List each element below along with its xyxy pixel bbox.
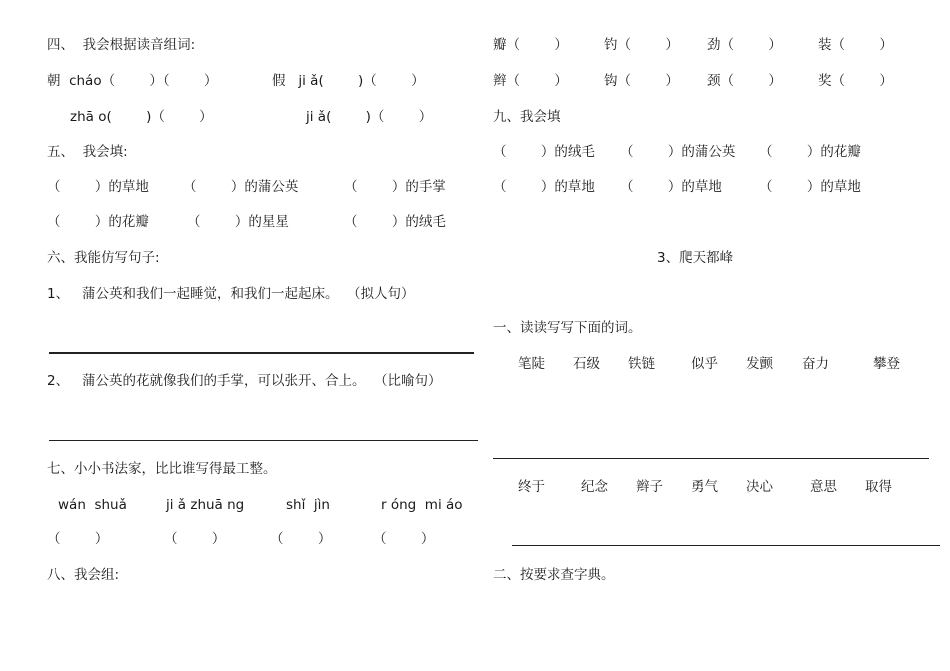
word-group-item[interactable]: 朝 cháo（ ）（ ）: [47, 73, 218, 89]
word-group-item[interactable]: zhā o( )（ ）: [70, 109, 213, 125]
pinyin-word: shǐ jìn: [286, 497, 330, 513]
fill-phrase-item[interactable]: （ ）的草地: [759, 179, 861, 195]
answer-blank[interactable]: （ ）: [47, 531, 109, 547]
answer-blank[interactable]: （ ）: [164, 531, 226, 547]
lesson-title: 3、爬天都峰: [657, 250, 734, 266]
answer-blank[interactable]: （ ）: [270, 531, 332, 547]
word-group-item[interactable]: 颈（ ）: [707, 73, 782, 89]
fill-phrase-item[interactable]: （ ）的手掌: [344, 179, 446, 195]
vocab-word: 纪念: [581, 479, 608, 495]
fill-phrase-item[interactable]: （ ）的草地: [493, 179, 595, 195]
answer-line-2[interactable]: [49, 440, 478, 441]
vocab-word: 笔陡: [518, 356, 545, 372]
word-group-item[interactable]: 装（ ）: [818, 37, 893, 53]
vocab-word: 似乎: [691, 356, 718, 372]
fill-phrase-item[interactable]: （ ）的花瓣: [759, 144, 861, 160]
vocab-word: 发颤: [746, 356, 773, 372]
word-group-item[interactable]: 辫（ ）: [493, 73, 568, 89]
word-group-item[interactable]: 钓（ ）: [604, 37, 679, 53]
vocab-word: 攀登: [873, 356, 900, 372]
section-5-title: 五、 我会填:: [47, 144, 128, 160]
word-group-item[interactable]: ji ǎ( )（ ）: [306, 109, 433, 125]
fill-phrase-item[interactable]: （ ）的蒲公英: [183, 179, 299, 195]
fill-phrase-item[interactable]: （ ）的蒲公英: [620, 144, 736, 160]
vocab-word: 辫子: [636, 479, 663, 495]
fill-phrase-item[interactable]: （ ）的草地: [47, 179, 149, 195]
section-7-title: 七、小小书法家，比比谁写得最工整。: [47, 461, 277, 477]
pinyin-word: ji ǎ zhuā ng: [166, 497, 245, 513]
section-9-title: 九、我会填: [493, 109, 561, 125]
vocab-word: 铁链: [628, 356, 655, 372]
word-group-item[interactable]: 劲（ ）: [707, 37, 782, 53]
vocab-word: 取得: [865, 479, 892, 495]
word-group-item[interactable]: 假 ji ǎ( )（ ）: [272, 73, 425, 89]
vocab-word: 意思: [810, 479, 837, 495]
section-6-title: 六、我能仿写句子:: [47, 250, 160, 266]
section-8-title: 八、我会组:: [47, 567, 120, 583]
fill-phrase-item[interactable]: （ ）的草地: [620, 179, 722, 195]
section-6-question-2: 2、 蒲公英的花就像我们的手掌，可以张开、合上。 （比喻句）: [47, 373, 442, 389]
part-1-title: 一、读读写写下面的词。: [493, 320, 642, 336]
fill-phrase-item[interactable]: （ ）的花瓣: [47, 214, 149, 230]
answer-line-4[interactable]: [512, 545, 940, 546]
fill-phrase-item[interactable]: （ ）的绒毛: [493, 144, 595, 160]
vocab-word: 终于: [518, 479, 545, 495]
word-group-item[interactable]: 钩（ ）: [604, 73, 679, 89]
word-group-item[interactable]: 瓣（ ）: [493, 37, 568, 53]
vocab-word: 勇气: [691, 479, 718, 495]
section-6-question-1: 1、 蒲公英和我们一起睡觉，和我们一起起床。 （拟人句）: [47, 286, 415, 302]
section-4-title: 四、 我会根据读音组词:: [47, 37, 196, 53]
answer-line-1[interactable]: [49, 352, 474, 354]
answer-line-3[interactable]: [493, 458, 929, 459]
word-group-item[interactable]: 奖（ ）: [818, 73, 893, 89]
fill-phrase-item[interactable]: （ ）的星星: [187, 214, 289, 230]
answer-blank[interactable]: （ ）: [373, 531, 435, 547]
pinyin-word: r óng mi áo: [381, 497, 463, 513]
vocab-word: 决心: [746, 479, 773, 495]
vocab-word: 石级: [573, 356, 600, 372]
vocab-word: 奋力: [802, 356, 829, 372]
part-2-title: 二、按要求查字典。: [493, 567, 615, 583]
fill-phrase-item[interactable]: （ ）的绒毛: [344, 214, 446, 230]
pinyin-word: wán shuǎ: [58, 497, 127, 513]
